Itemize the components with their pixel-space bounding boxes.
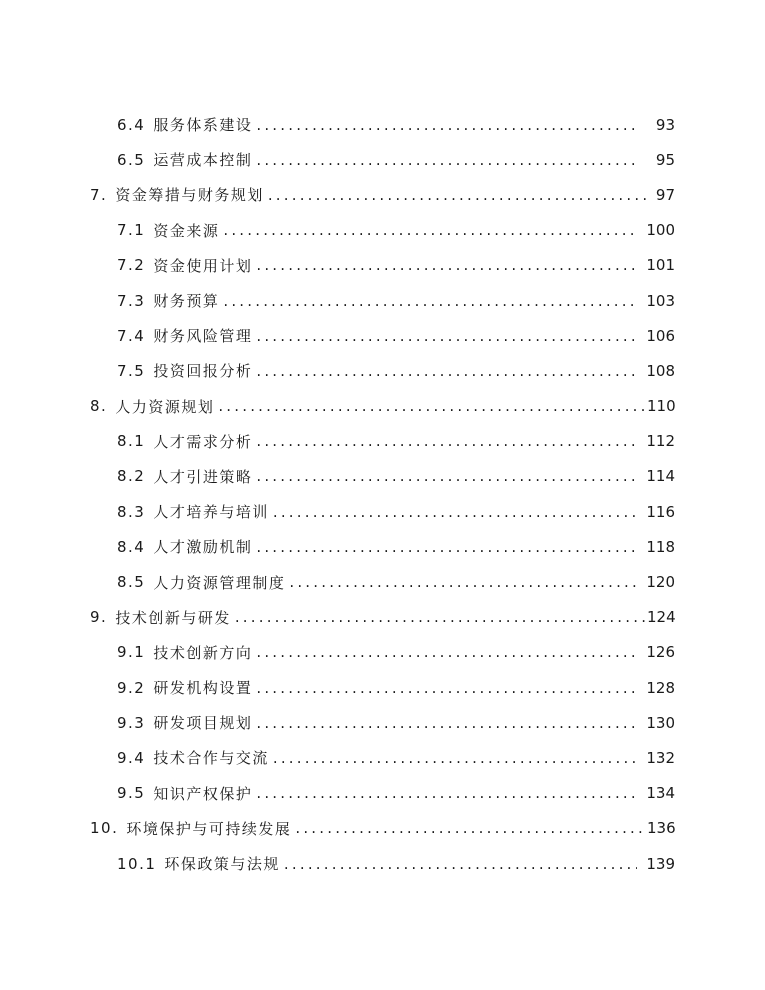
toc-dot-leader	[273, 503, 637, 521]
toc-entry-title: 运营成本控制	[153, 151, 253, 170]
toc-entry[interactable]	[0, 740, 765, 775]
toc-dot-leader	[256, 256, 637, 274]
toc-entry[interactable]	[0, 318, 765, 353]
toc-entry[interactable]	[0, 811, 765, 846]
toc-entry-number: 10.	[90, 819, 119, 838]
toc-entry-page-number: 120	[646, 573, 675, 592]
toc-entry-number: 9.4	[117, 748, 146, 767]
toc-entry-number: 8.3	[117, 502, 146, 521]
toc-entry-title: 人才激励机制	[153, 538, 253, 557]
toc-entry-title: 服务体系建设	[153, 116, 253, 135]
toc-entry-title: 资金筹措与财务规划	[115, 186, 264, 205]
toc-entry-page-number: 130	[646, 713, 675, 732]
toc-entry-number: 7.5	[117, 361, 146, 380]
toc-entry-page-number: 126	[646, 643, 675, 662]
toc-entry[interactable]	[0, 705, 765, 740]
toc-entry-page-number: 136	[647, 819, 676, 838]
toc-dot-leader	[268, 186, 647, 204]
toc-dot-leader	[218, 397, 647, 415]
toc-entry[interactable]	[0, 600, 765, 635]
toc-entry-title: 资金使用计划	[153, 256, 253, 275]
toc-entry-number: 9.3	[117, 713, 146, 732]
toc-entry-title: 技术合作与交流	[153, 749, 269, 768]
toc-dot-leader	[256, 467, 637, 485]
toc-entry-page-number: 95	[655, 150, 675, 169]
toc-entry-number: 6.5	[117, 150, 146, 169]
toc-dot-leader	[235, 608, 647, 626]
toc-dot-leader	[289, 573, 637, 591]
toc-entry-page-number: 139	[646, 854, 675, 873]
toc-entry-title: 知识产权保护	[153, 784, 253, 803]
toc-dot-leader	[256, 151, 637, 169]
toc-dot-leader	[256, 679, 637, 697]
toc-entry-title: 人力资源管理制度	[153, 573, 286, 592]
toc-entry-number: 6.4	[117, 115, 146, 134]
toc-entry-page-number: 134	[646, 784, 675, 803]
toc-entry[interactable]	[0, 846, 765, 881]
toc-dot-leader	[223, 221, 637, 239]
toc-dot-leader	[295, 819, 647, 837]
toc-entry-page-number: 110	[647, 397, 676, 416]
toc-entry-title: 财务风险管理	[153, 327, 253, 346]
toc-entry-page-number: 132	[646, 748, 675, 767]
toc-dot-leader	[256, 362, 637, 380]
toc-entry-title: 投资回报分析	[153, 362, 253, 381]
toc-entry-page-number: 116	[646, 502, 675, 521]
toc-dot-leader	[256, 784, 637, 802]
toc-entry[interactable]	[0, 142, 765, 177]
toc-dot-leader	[256, 643, 637, 661]
toc-entry-page-number: 101	[646, 256, 675, 275]
toc-entry-number: 7.1	[117, 221, 146, 240]
toc-entry-number: 9.2	[117, 678, 146, 697]
toc-entry-number: 10.1	[117, 854, 157, 873]
toc-entry-title: 人才培养与培训	[153, 503, 269, 522]
toc-entry-page-number: 112	[646, 432, 675, 451]
toc-entry-title: 技术创新方向	[153, 643, 253, 662]
toc-entry[interactable]	[0, 424, 765, 459]
toc-entry-page-number: 100	[646, 221, 675, 240]
toc-entry-page-number: 128	[646, 678, 675, 697]
toc-dot-leader	[256, 538, 637, 556]
toc-entry-title: 研发项目规划	[153, 714, 253, 733]
toc-entry-page-number: 93	[655, 115, 675, 134]
toc-entry-number: 8.4	[117, 537, 146, 556]
toc-entry-page-number: 106	[646, 326, 675, 345]
toc-entry-number: 9.	[90, 608, 108, 627]
toc-dot-leader	[256, 327, 637, 345]
toc-entry-title: 环保政策与法规	[164, 855, 280, 874]
toc-dot-leader	[256, 432, 637, 450]
toc-entry-page-number: 103	[646, 291, 675, 310]
toc-entry[interactable]	[0, 529, 765, 564]
toc-entry-title: 财务预算	[153, 292, 220, 311]
toc-entry-title: 技术创新与研发	[115, 608, 231, 627]
toc-entry[interactable]	[0, 776, 765, 811]
toc-dot-leader	[284, 855, 637, 873]
toc-entry[interactable]	[0, 353, 765, 388]
toc-entry-number: 8.1	[117, 432, 146, 451]
toc-dot-leader	[223, 292, 637, 310]
toc-dot-leader	[256, 116, 637, 134]
toc-entry-title: 人才需求分析	[153, 432, 253, 451]
toc-entry-page-number: 108	[646, 361, 675, 380]
toc-entry[interactable]	[0, 494, 765, 529]
toc-entry[interactable]	[0, 459, 765, 494]
toc-entry[interactable]	[0, 177, 765, 212]
toc-entry-number: 7.4	[117, 326, 146, 345]
table-of-contents	[0, 107, 765, 881]
toc-entry-page-number: 114	[646, 467, 675, 486]
toc-entry[interactable]	[0, 389, 765, 424]
toc-entry-number: 8.2	[117, 467, 146, 486]
toc-entry[interactable]	[0, 248, 765, 283]
toc-entry-title: 资金来源	[153, 221, 220, 240]
toc-entry-title: 人力资源规划	[115, 397, 215, 416]
toc-entry-number: 7.	[90, 185, 108, 204]
toc-entry[interactable]	[0, 635, 765, 670]
toc-entry-number: 7.2	[117, 256, 146, 275]
toc-entry-title: 环境保护与可持续发展	[126, 819, 292, 838]
toc-entry-title: 研发机构设置	[153, 679, 253, 698]
toc-entry[interactable]	[0, 213, 765, 248]
toc-entry-page-number: 97	[655, 185, 675, 204]
toc-entry[interactable]	[0, 283, 765, 318]
toc-entry-number: 8.5	[117, 573, 146, 592]
toc-entry-page-number: 124	[647, 608, 676, 627]
toc-entry-number: 8.	[90, 397, 108, 416]
toc-entry[interactable]	[0, 107, 765, 142]
toc-entry-title: 人才引进策略	[153, 467, 253, 486]
toc-entry-number: 7.3	[117, 291, 146, 310]
toc-entry-number: 9.5	[117, 784, 146, 803]
toc-entry[interactable]	[0, 670, 765, 705]
toc-entry[interactable]	[0, 564, 765, 599]
toc-entry-page-number: 118	[646, 537, 675, 556]
toc-dot-leader	[256, 714, 637, 732]
toc-dot-leader	[273, 749, 637, 767]
toc-entry-number: 9.1	[117, 643, 146, 662]
